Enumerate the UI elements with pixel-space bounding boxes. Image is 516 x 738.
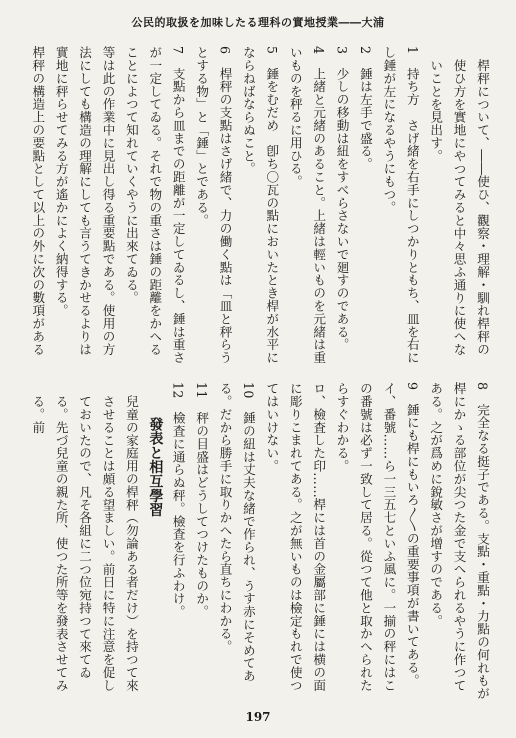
- upper-paragraph: 6 桿秤の支點はさげ緒で、力の働く點は「皿と秤らうとする物」と「錘」とである。: [194, 46, 233, 364]
- running-head: 公民的取扱を加味したる理科の實地授業――大浦: [131, 16, 385, 29]
- lower-paragraph: 9 錘にも桿にもいろ〳〵の重要事項が書いてある。イ、番號……ら一三五七といふ風に。一揃の秤にはこの番號は必ず一致して居る。從つて他と取かへられたらすぐわかる。: [334, 382, 420, 692]
- section-heading: 發表と相互學習: [147, 417, 164, 518]
- upper-paragraph: 3 少しの移動は紐をすべらさないで廻すのである。: [334, 46, 350, 352]
- upper-paragraph: 2 錘は左手で盛る。: [357, 46, 373, 171]
- lower-paragraph: 12 檢査に通らぬ秤。檢査を行ふわけ。: [170, 382, 186, 618]
- upper-paragraph: 4 上緒と元緒のあること。上緒は輕いものを元緒は重いものを秤るに用ひる。: [287, 46, 327, 364]
- page-number: 197: [245, 710, 271, 724]
- upper-vertical-text: [22, 46, 494, 368]
- lower-paragraph: ロ、檢査した印……桿には首の金屬部に錘には横の面に彫りこまれてある。之が無いものは檢定もれで使つてはいけない。: [264, 382, 327, 692]
- lower-text-block: [22, 382, 494, 702]
- upper-paragraph: 5 錘をむだめ 卽ち〇瓦の點においたとき桿が水平にならねばならぬこと。: [240, 46, 280, 364]
- upper-paragraph: 桿秤の構造上の要點として以上の外に次の數項がある: [30, 46, 46, 356]
- upper-paragraph: 等は此の作業中に見出し得る重要點である。使用の方法にしても構造の理解にしても言うてきかせるよりは實地に秤らせてみる方が遙かによく納得する。: [53, 46, 116, 356]
- lower-vertical-text: [22, 382, 494, 702]
- lower-paragraph: 11 秤の目盛はどうしてつけたものか。: [194, 382, 210, 618]
- upper-paragraph: 桿秤について、――使ひ、觀察・理解・馴れ桿秤の使ひ方を實地にやつてみると中々思ふ通りに使へないことを見出す。: [428, 58, 490, 356]
- upper-paragraph: 1 持ち方 さげ緒を右手にしつかりともち、皿を右にし錘が左になるやうにもつ。: [381, 46, 420, 364]
- upper-paragraph: 7 支點から皿までの距離が一定してゐるし、錘は重さが一定してゐる。それで物の重さは錘の距離をかへることによつて知れていくやうに出來てゐる。: [123, 46, 186, 364]
- upper-text-block: [22, 46, 494, 368]
- lower-paragraph: 10 錘の紐は丈夫な緒で作られ、うす赤にそめてある。だから勝手に取りかへたら直ちにわかる。: [217, 382, 256, 683]
- closing-paragraph: 兒童の家庭用の桿秤（勿論ある者だけ）を持つて來させることは頗る望ましい。前日に特に注意を促しておいたので、凡そ各組に二つ位宛持つて來てゐる。先づ兒童の親た所、使つた所等を發表させてみる。前: [30, 394, 139, 692]
- lower-paragraph: 8 完全なる挺子である。支點・重點・力點の何れもが桿にかゝる部位が尖つた金で支へられるやうに作つてある。之が爲めに銳敏さが增すのである。: [428, 382, 490, 700]
